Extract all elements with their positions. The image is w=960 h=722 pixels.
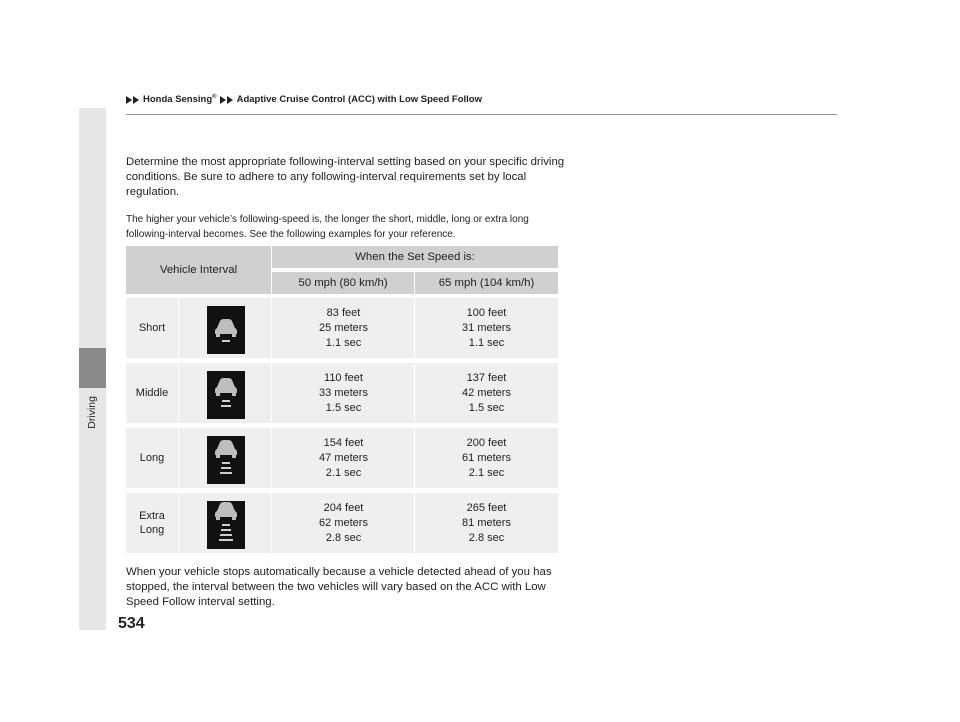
breadcrumb — [126, 94, 482, 105]
value-speed-65: 100 feet 31 meters 1.1 sec — [462, 306, 511, 349]
value-speed-50: 83 feet 25 meters 1.1 sec — [319, 306, 368, 349]
table-row — [126, 428, 558, 488]
table-row — [126, 363, 558, 423]
value-speed-50: 154 feet 47 meters 2.1 sec — [319, 436, 368, 479]
breadcrumb-arrow-icon — [133, 96, 139, 104]
header-vehicle-interval: Vehicle Interval — [126, 246, 271, 294]
breadcrumb-item-honda-sensing[interactable]: Honda Sensing® — [143, 94, 217, 106]
header-set-speed: When the Set Speed is: — [272, 246, 558, 268]
sidebar-section-tab — [79, 348, 106, 388]
table-row — [126, 298, 558, 358]
interval-label: Extra Long — [139, 510, 165, 536]
car-interval-icon — [179, 298, 271, 358]
breadcrumb-arrow-icon — [126, 96, 132, 104]
interval-label: Middle — [135, 387, 169, 399]
footer-paragraph: When your vehicle stops automatically because a vehicle detected ahead of you has stopped, the interval between the two vehicles will vary based on the ACC with Low Speed Follow interval setting. — [126, 566, 552, 608]
value-speed-50: 204 feet 62 meters 2.8 sec — [319, 501, 368, 544]
breadcrumb-item-acc[interactable]: Adaptive Cruise Control (ACC) with Low Speed Follow — [236, 94, 482, 106]
value-speed-50: 110 feet 33 meters 1.5 sec — [319, 371, 368, 414]
interval-label: Long — [139, 452, 165, 464]
car-interval-icon — [179, 428, 271, 488]
page-number: 534 — [118, 615, 145, 632]
breadcrumb-arrow-icon — [220, 96, 226, 104]
breadcrumb-arrow-icon — [227, 96, 233, 104]
table-row — [126, 493, 558, 553]
interval-label: Short — [138, 322, 166, 334]
sidebar-section-label: Driving — [86, 396, 98, 429]
header-speed-65: 65 mph (104 km/h) — [415, 272, 558, 294]
value-speed-65: 265 feet 81 meters 2.8 sec — [462, 501, 511, 544]
value-speed-65: 200 feet 61 meters 2.1 sec — [462, 436, 511, 479]
car-interval-icon — [179, 493, 271, 553]
header-speed-50: 50 mph (80 km/h) — [272, 272, 414, 294]
note-paragraph: The higher your vehicle’s following-speed is, the longer the short, middle, long or extra long following-interval becomes. See the following examples for your reference. — [126, 214, 529, 240]
intro-paragraph: Determine the most appropriate following-interval setting based on your specific driving conditions. Be sure to adhere to any following-interval requirements set by local regulation. — [126, 156, 565, 198]
car-interval-icon — [179, 363, 271, 423]
value-speed-65: 137 feet 42 meters 1.5 sec — [462, 371, 511, 414]
header-divider — [126, 114, 837, 115]
